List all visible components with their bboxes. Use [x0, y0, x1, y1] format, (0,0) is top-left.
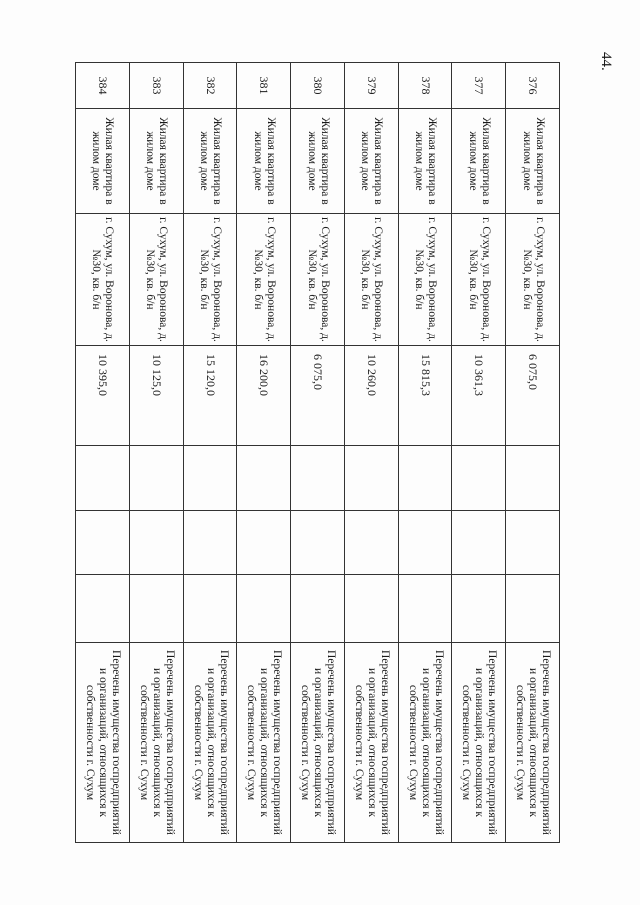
area-cell: 6 075,0	[291, 346, 345, 446]
row-number-cell: 383	[129, 63, 183, 109]
row-number-cell: 380	[291, 63, 345, 109]
empty-cell	[452, 511, 506, 575]
address-cell: г. Сухум, ул. Воронова, д.№30, кв. б/н	[398, 214, 452, 346]
empty-cell	[183, 575, 237, 643]
empty-cell	[76, 575, 130, 643]
row-number-cell: 379	[344, 63, 398, 109]
note-cell: Перечень имущества госпредприятий и организаций, относящихся к собственности г. Сухум	[237, 643, 291, 843]
table-row	[398, 63, 452, 843]
area-cell: 10 260,0	[344, 346, 398, 446]
empty-cell	[237, 575, 291, 643]
table-row	[76, 63, 130, 843]
empty-cell	[291, 446, 345, 511]
page-number: 44.	[598, 52, 614, 71]
area-cell: 15 815,3	[398, 346, 452, 446]
area-cell: 15 120,0	[183, 346, 237, 446]
empty-cell	[398, 446, 452, 511]
address-cell: г. Сухум, ул. Воронова, д.№30, кв. б/н	[344, 214, 398, 346]
empty-cell	[398, 511, 452, 575]
row-number-cell: 382	[183, 63, 237, 109]
property-name-cell: Жилая квартира в жилом доме	[183, 109, 237, 214]
property-name-cell: Жилая квартира в жилом доме	[344, 109, 398, 214]
address-cell: г. Сухум, ул. Воронова, д.№30, кв. б/н	[183, 214, 237, 346]
note-cell: Перечень имущества госпредприятий и организаций, относящихся к собственности г. Сухум	[76, 643, 130, 843]
area-cell: 16 200,0	[237, 346, 291, 446]
address-cell: г. Сухум, ул. Воронова, д.№30, кв. б/н	[129, 214, 183, 346]
note-cell: Перечень имущества госпредприятий и организаций, относящихся к собственности г. Сухум	[129, 643, 183, 843]
table-row	[452, 63, 506, 843]
empty-cell	[129, 511, 183, 575]
address-cell: г. Сухум, ул. Воронова, д.№30, кв. б/н	[291, 214, 345, 346]
table-row	[506, 63, 560, 843]
property-table-wrapper	[75, 62, 560, 842]
address-cell: г. Сухум, ул. Воронова, д.№30, кв. б/н	[237, 214, 291, 346]
table-row	[129, 63, 183, 843]
address-cell: г. Сухум, ул. Воронова, д.№30, кв. б/н	[452, 214, 506, 346]
note-cell: Перечень имущества госпредприятий и организаций, относящихся к собственности г. Сухум	[291, 643, 345, 843]
empty-cell	[452, 575, 506, 643]
row-number-cell: 377	[452, 63, 506, 109]
empty-cell	[76, 511, 130, 575]
area-cell: 10 395,0	[76, 346, 130, 446]
empty-cell	[506, 446, 560, 511]
empty-cell	[237, 446, 291, 511]
property-name-cell: Жилая квартира в жилом доме	[129, 109, 183, 214]
address-cell: г. Сухум, ул. Воронова, д.№30, кв. б/н	[506, 214, 560, 346]
empty-cell	[237, 511, 291, 575]
empty-cell	[129, 575, 183, 643]
empty-cell	[344, 511, 398, 575]
empty-cell	[452, 446, 506, 511]
table-row	[237, 63, 291, 843]
area-cell: 10 125,0	[129, 346, 183, 446]
area-cell: 6 075,0	[506, 346, 560, 446]
property-table	[75, 62, 560, 843]
empty-cell	[398, 575, 452, 643]
table-row	[291, 63, 345, 843]
table-row	[183, 63, 237, 843]
empty-cell	[344, 446, 398, 511]
note-cell: Перечень имущества госпредприятий и организаций, относящихся к собственности г. Сухум	[398, 643, 452, 843]
empty-cell	[344, 575, 398, 643]
row-number-cell: 381	[237, 63, 291, 109]
note-cell: Перечень имущества госпредприятий и организаций, относящихся к собственности г. Сухум	[183, 643, 237, 843]
empty-cell	[291, 511, 345, 575]
empty-cell	[183, 511, 237, 575]
address-cell: г. Сухум, ул. Воронова, д.№30, кв. б/н	[76, 214, 130, 346]
row-number-cell: 376	[506, 63, 560, 109]
empty-cell	[183, 446, 237, 511]
property-name-cell: Жилая квартира в жилом доме	[452, 109, 506, 214]
note-cell: Перечень имущества госпредприятий и организаций, относящихся к собственности г. Сухум	[506, 643, 560, 843]
row-number-cell: 378	[398, 63, 452, 109]
note-cell: Перечень имущества госпредприятий и организаций, относящихся к собственности г. Сухум	[452, 643, 506, 843]
empty-cell	[506, 575, 560, 643]
property-name-cell: Жилая квартира в жилом доме	[76, 109, 130, 214]
table-body	[76, 63, 560, 843]
property-name-cell: Жилая квартира в жилом доме	[237, 109, 291, 214]
property-name-cell: Жилая квартира в жилом доме	[398, 109, 452, 214]
area-cell: 10 361,3	[452, 346, 506, 446]
empty-cell	[129, 446, 183, 511]
note-cell: Перечень имущества госпредприятий и организаций, относящихся к собственности г. Сухум	[344, 643, 398, 843]
empty-cell	[291, 575, 345, 643]
row-number-cell: 384	[76, 63, 130, 109]
property-name-cell: Жилая квартира в жилом доме	[291, 109, 345, 214]
table-row	[344, 63, 398, 843]
empty-cell	[76, 446, 130, 511]
empty-cell	[506, 511, 560, 575]
property-name-cell: Жилая квартира в жилом доме	[506, 109, 560, 214]
